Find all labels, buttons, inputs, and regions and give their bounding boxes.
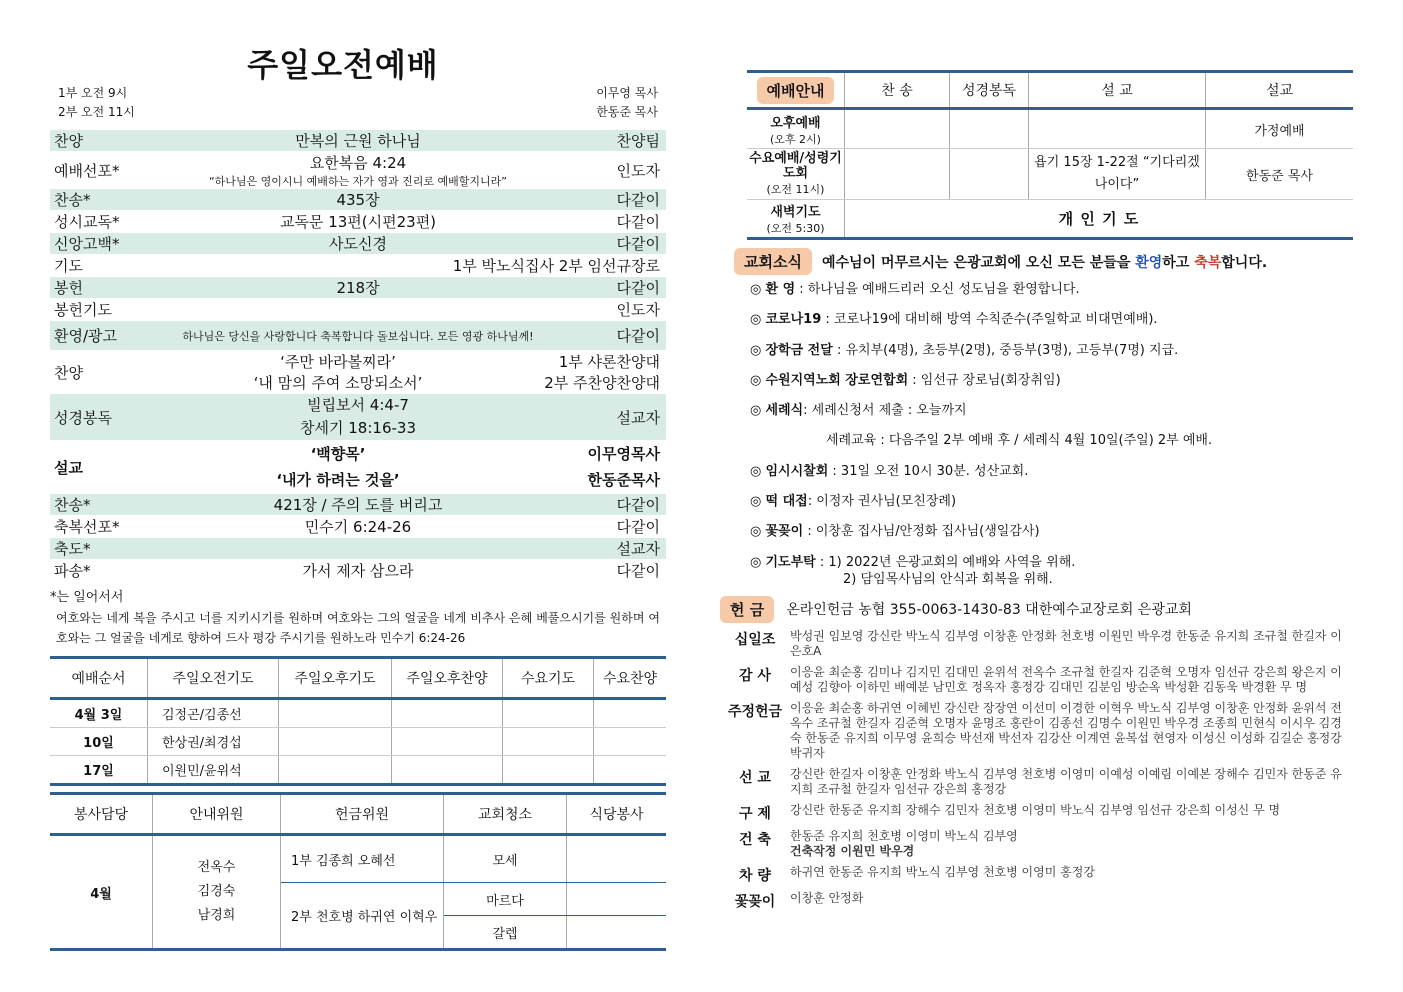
order-leader: 다같이 xyxy=(616,235,660,253)
left-column xyxy=(50,40,666,951)
order-row xyxy=(50,189,666,211)
order-label: 찬송* xyxy=(54,191,91,209)
offering-list xyxy=(720,629,1353,911)
offering-names: 하귀연 한동준 유지희 박노식 김부영 천호병 이영미 홍정강 xyxy=(790,864,1095,879)
table-row xyxy=(747,149,1353,200)
offering-pledge: 건축작정 이원민 박우경 xyxy=(790,843,915,858)
worship-time: (오전 11시) xyxy=(766,183,825,196)
offering-team-2: 2부 천호병 하귀연 이혁우 xyxy=(281,883,444,950)
cleaning-team: 마르다 xyxy=(444,883,567,916)
offering-type: 십일조 xyxy=(734,631,776,648)
order-content xyxy=(160,152,556,189)
offering-type: 감 사 xyxy=(739,667,771,684)
order-leader: 다같이 xyxy=(616,191,660,209)
headline-part: 예수님이 머무르시는 은광교회에 오신 모든 분들을 xyxy=(821,254,1136,271)
offering-names: 이응윤 최순홍 하귀연 이혜빈 강신란 장장연 이선미 이경한 이혁우 박노식 김부영 이창훈 안정화 윤위석 전옥수 조규철 한길자 김준혁 오명자 윤명조 홍란이 김종선 김명수 이원민 박우경 조종희 민현식 이시우 김경숙 한동준 유지희 이무영 윤희승 박선재 박선자 김강산 이계연 윤복섭 현영자 이성신 이성화 김길순 홍정강 박귀자 xyxy=(790,700,1342,760)
order-label: 찬양 xyxy=(54,363,83,382)
offering-row xyxy=(720,665,1353,695)
news-text: : 하나님을 예배드리러 오신 성도님을 환영합니다. xyxy=(799,282,1080,297)
news-item-sub: 세례교육 : 다음주일 2부 예배 후 / 세례식 4월 10일(주일) 2부 예배. xyxy=(826,433,1213,449)
order-label: 기도 xyxy=(54,257,83,275)
table-cell xyxy=(594,756,667,785)
right-column xyxy=(720,70,1353,917)
table-header: 수요찬양 xyxy=(594,658,667,699)
news-item: ◎ 임시시찰회 : 31일 오전 10시 30분. 성산교회. xyxy=(750,463,1029,479)
guides-cell xyxy=(153,835,281,950)
worship-guide-table xyxy=(747,70,1353,240)
table-cell xyxy=(503,756,594,785)
cleaning-team: 모세 xyxy=(444,835,567,883)
table-cell: 김정곤/김종선 xyxy=(148,699,279,728)
order-label: 설교 xyxy=(54,458,83,477)
order-label: 파송* xyxy=(54,562,91,580)
headline-welcome: 환영 xyxy=(1135,254,1163,271)
table-cell xyxy=(503,728,594,756)
order-leader: 다같이 xyxy=(616,279,660,297)
time-first: 1부 오전 9시 xyxy=(58,86,128,100)
order-row xyxy=(50,130,666,152)
order-label: 축도* xyxy=(54,540,91,558)
offering-type: 선 교 xyxy=(739,769,771,786)
benediction-verse: 여호와는 네게 복을 주시고 너를 지키시기를 원하며 여호와는 그의 얼굴을 네게 비추사 은혜 베풀으시기를 원하며 여호와는 그 얼굴을 네게로 향하여 드사 평강 주시기를 원하노라 민수기 6:24-26 xyxy=(56,611,660,645)
order-label: 축복선포* xyxy=(54,518,120,536)
order-label: 봉헌 xyxy=(54,279,83,297)
table-cell xyxy=(279,728,392,756)
news-key: 코로나19 xyxy=(765,312,822,328)
order-leader: 설교자 xyxy=(616,408,660,427)
order-content: 421장 / 주의 도를 버리고 xyxy=(273,496,443,514)
order-content: 218장 xyxy=(336,279,380,297)
order-row xyxy=(50,152,666,189)
worship-time: (오후 2시) xyxy=(770,132,821,146)
news-item-sub: 2) 담임목사님의 안식과 회복을 위해. xyxy=(843,571,1053,587)
news-item: ◎ 꽃꽂이 : 이창훈 집사님/안정화 집사님(생일감사) xyxy=(750,524,1040,540)
order-leader: 1부 박노식집사 2부 임선규장로 xyxy=(452,257,660,275)
pastor-second: 한동준 목사 xyxy=(596,105,658,119)
table-cell xyxy=(845,109,950,149)
praise-song-1: ‘주만 바라볼찌라’ xyxy=(280,353,396,371)
choir-1: 1부 샤론찬양대 xyxy=(558,353,660,371)
news-header xyxy=(734,248,1353,275)
offering-type: 주정헌금 xyxy=(727,703,783,720)
page-title: 주일오전예배 xyxy=(247,46,439,84)
order-of-service xyxy=(50,130,666,582)
headline-part: 합니다. xyxy=(1221,254,1268,271)
table-cell: 개 인 기 도 xyxy=(845,200,1354,239)
table-cell: 욥기 15장 1-22절 “기다리겠나이다” xyxy=(1029,149,1206,200)
offering-row xyxy=(720,629,1353,659)
offering-names: 이응윤 최순홍 김미나 김지민 김대민 윤위석 전옥수 조규철 한길자 김준혁 오명자 임선규 강은희 왕은지 이예성 김향아 이하민 배예분 남민호 정옥자 홍정강 김대민 김분임 방순옥 박성환 김동욱 박경환 무 명 xyxy=(790,664,1342,694)
offering-account: 온라인헌금 농협 355-0063-1430-83 대한예수교장로회 은광교회 xyxy=(786,602,1192,619)
order-content: 가서 제자 삼으라 xyxy=(302,562,414,580)
order-leader: 인도자 xyxy=(616,301,660,319)
offering-row xyxy=(720,701,1353,761)
table-row xyxy=(50,728,666,756)
order-leader: 다같이 xyxy=(616,518,660,536)
headline-part: 하고 xyxy=(1162,254,1195,271)
order-leader: 다같이 xyxy=(616,562,660,580)
table-cell: 한상권/최경섭 xyxy=(148,728,279,756)
news-text: : 이창훈 집사님/안정화 집사님(생일감사) xyxy=(807,524,1040,540)
offering-names: 박성권 임보영 강신란 박노식 김부영 이창훈 안정화 천호병 이원민 박우경 한동준 유지희 조규철 한길자 이은호A xyxy=(790,628,1342,658)
table-header: 봉사담당 xyxy=(50,794,153,835)
news-key: 임시시찰회 xyxy=(765,463,829,479)
reading-1: 빌립보서 4:4-7 xyxy=(307,396,409,414)
service-duty-table xyxy=(50,792,666,951)
news-key: 환 영 xyxy=(765,282,796,297)
guide-name: 전옥수 xyxy=(197,860,236,875)
offering-type: 차 량 xyxy=(739,867,771,884)
order-content: 교독문 13편(시편23편) xyxy=(279,213,437,231)
kitchen-cell xyxy=(567,916,667,950)
order-row xyxy=(50,321,666,351)
offering-team-1: 1부 김종희 오혜선 xyxy=(281,835,444,883)
table-cell: 가정예배 xyxy=(1206,109,1354,149)
table-header: 안내위원 xyxy=(153,794,281,835)
table-cell: 17일 xyxy=(50,756,148,785)
prayer-schedule-table xyxy=(50,656,666,786)
news-badge: 교회소식 xyxy=(734,248,812,275)
order-leader: 설교자 xyxy=(616,540,660,558)
sermon-title-1: ‘백향목’ xyxy=(310,445,366,463)
table-header: 수요기도 xyxy=(503,658,594,699)
order-scripture-quote: “하나님은 영이시니 예배하는 자가 영과 진리로 예배할지니라” xyxy=(208,175,508,188)
table-cell xyxy=(950,109,1029,149)
table-cell: 4월 3일 xyxy=(50,699,148,728)
table-cell: 10일 xyxy=(50,728,148,756)
offering-type: 꽃꽂이 xyxy=(734,893,776,910)
order-row xyxy=(50,211,666,233)
news-headline xyxy=(822,252,1267,272)
order-content: 만복의 근원 하나님 xyxy=(295,132,421,150)
table-header: 설교 xyxy=(1206,72,1354,109)
table-row xyxy=(747,109,1353,149)
table-header: 예배순서 xyxy=(50,658,148,699)
table-cell xyxy=(503,699,594,728)
order-label: 신앙고백* xyxy=(54,235,120,253)
order-label: 성시교독* xyxy=(54,213,120,231)
standing-note: *는 일어서서 xyxy=(50,590,124,605)
news-text: : 코로나19에 대비해 방역 수칙준수(주일학교 비대면예배). xyxy=(825,312,1158,328)
table-cell xyxy=(1029,109,1206,149)
order-content: 사도신경 xyxy=(329,235,387,253)
table-cell xyxy=(392,699,503,728)
order-row xyxy=(50,233,666,255)
pastor-first: 이무영 목사 xyxy=(596,86,658,100)
order-content: 민수기 6:24-26 xyxy=(304,518,412,536)
offering-row xyxy=(720,891,1353,911)
choir-2: 2부 주찬양찬양대 xyxy=(544,374,660,392)
news-key: 기도부탁 xyxy=(765,554,816,570)
order-leader: 찬양팀 xyxy=(616,132,660,150)
order-content: 435장 xyxy=(336,191,380,209)
table-header: 주일오후기도 xyxy=(279,658,392,699)
table-row xyxy=(747,200,1353,239)
order-label: 봉헌기도 xyxy=(54,301,112,319)
table-cell xyxy=(950,149,1029,200)
news-key: 꽃꽂이 xyxy=(765,524,804,540)
news-item: ◎ 환 영 : 하나님을 예배드리러 오신 성도님을 환영합니다. xyxy=(750,282,1080,297)
news-key: 장학금 전달 xyxy=(765,342,833,358)
news-key: 떡 대접 xyxy=(765,494,808,510)
table-header: 성경봉독 xyxy=(950,72,1029,109)
worship-name: 새벽기도 xyxy=(770,205,821,220)
offering-names: 강신란 한동준 유지희 장해수 김민자 천호병 이영미 박노식 김부영 임선규 강은희 이성신 무 명 xyxy=(790,802,1281,817)
kitchen-cell xyxy=(567,883,667,916)
order-row xyxy=(50,255,666,277)
order-leader: 인도자 xyxy=(616,162,660,180)
table-cell xyxy=(392,756,503,785)
news-item: ◎ 세례식: 세례신청서 제출 : 오늘까지 xyxy=(750,403,967,419)
preacher-1: 이무영목사 xyxy=(587,445,660,463)
order-row xyxy=(50,538,666,560)
offering-names: 이창훈 안정화 xyxy=(790,890,864,905)
offering-names: 강신란 한길자 이창훈 안정화 박노식 김부영 천호병 이영미 이예성 이예림 이예본 장해수 김민자 한동준 유지희 조규철 한길자 임선규 강은희 홍정강 xyxy=(790,766,1342,796)
order-row-sermon xyxy=(50,441,666,494)
table-cell xyxy=(279,699,392,728)
table-row xyxy=(50,756,666,785)
table-header: 주일오전기도 xyxy=(148,658,279,699)
table-cell xyxy=(279,756,392,785)
order-row xyxy=(50,299,666,321)
table-header: 헌금위원 xyxy=(281,794,444,835)
table-cell: 한동준 목사 xyxy=(1206,149,1354,200)
table-cell xyxy=(594,728,667,756)
order-leader: 다같이 xyxy=(616,213,660,231)
order-row xyxy=(50,516,666,538)
guide-name: 김경숙 xyxy=(197,884,236,899)
service-times xyxy=(50,84,666,122)
worship-guide-badge: 예배안내 xyxy=(757,77,835,104)
order-row-praise xyxy=(50,351,666,394)
order-row xyxy=(50,560,666,582)
news-text: : 31일 오전 10시 30분. 성산교회. xyxy=(832,463,1029,479)
order-scripture: 요한복음 4:24 xyxy=(309,154,407,172)
table-cell xyxy=(392,728,503,756)
news-item: ◎ 수원지역노회 장로연합회 : 임선규 장로님(회장취임) xyxy=(750,372,1061,388)
time-second: 2부 오전 11시 xyxy=(58,105,135,119)
news-key: 수원지역노회 장로연합회 xyxy=(765,372,909,388)
order-row-reading xyxy=(50,394,666,441)
news-list xyxy=(750,275,1353,588)
offering-row xyxy=(720,767,1353,797)
offering-row xyxy=(720,803,1353,823)
order-leader: 다같이 xyxy=(616,496,660,514)
offering-badge: 헌 금 xyxy=(720,596,774,623)
news-text: : 1) 2022년 은광교회의 예배와 사역을 위해. xyxy=(819,554,1076,570)
preacher-2: 한동준목사 xyxy=(587,471,660,489)
news-item: ◎ 기도부탁 : 1) 2022년 은광교회의 예배와 사역을 위해. xyxy=(750,554,1076,570)
order-leader: 다같이 xyxy=(616,327,660,345)
headline-bless: 축복 xyxy=(1194,254,1222,271)
cleaning-team: 갈렙 xyxy=(444,916,567,950)
table-header: 주일오후찬양 xyxy=(392,658,503,699)
order-label: 예배선포* xyxy=(54,162,120,180)
duty-month: 4월 xyxy=(50,835,153,950)
reading-2: 창세기 18:16-33 xyxy=(300,419,416,437)
table-header: 식당봉사 xyxy=(567,794,667,835)
order-label: 찬양 xyxy=(54,132,83,150)
offering-names: 한동준 유지희 천호병 이영미 박노식 김부영 xyxy=(790,828,1018,843)
worship-name: 오후예배 xyxy=(770,115,821,131)
news-item: ◎ 떡 대접: 이정자 권사님(모친장례) xyxy=(750,494,957,510)
table-header: 교회청소 xyxy=(444,794,567,835)
order-label: 찬송* xyxy=(54,496,91,514)
news-text: : 유치부(4명), 초등부(2명), 중등부(3명), 고등부(7명) 지급. xyxy=(836,342,1179,358)
guide-name: 남경희 xyxy=(197,908,236,923)
praise-song-2: ‘내 맘의 주여 소망되소서’ xyxy=(253,374,423,392)
offering-type: 건 축 xyxy=(739,831,771,848)
order-row xyxy=(50,494,666,516)
table-cell: 이원민/윤위석 xyxy=(148,756,279,785)
kitchen-cell xyxy=(567,835,667,883)
offering-row xyxy=(720,865,1353,885)
worship-name: 수요예배/성령기도회 xyxy=(749,151,842,181)
news-key: 세례식 xyxy=(765,403,804,419)
news-item: ◎ 코로나19 : 코로나19에 대비해 방역 수칙준수(주일학교 비대면예배). xyxy=(750,312,1158,328)
offering-header xyxy=(720,596,1353,623)
order-row xyxy=(50,277,666,299)
offering-type: 구 제 xyxy=(739,805,771,822)
worship-time: (오전 5:30) xyxy=(766,222,825,235)
offering-row xyxy=(720,829,1353,859)
table-row xyxy=(50,699,666,728)
table-cell xyxy=(594,699,667,728)
order-label: 성경봉독 xyxy=(54,408,112,427)
news-text: : 이정자 권사님(모친장례) xyxy=(807,494,957,510)
order-label: 환영/광고 xyxy=(54,327,118,345)
table-header: 설 교 xyxy=(1029,72,1206,109)
table-header: 찬 송 xyxy=(845,72,950,109)
order-content: 하나님은 당신을 사랑합니다 축복합니다 돌보십니다. 모든 영광 하나님께! xyxy=(182,329,534,343)
sermon-title-2: ‘내가 하려는 것을’ xyxy=(276,471,400,489)
news-text: : 세례신청서 제출 : 오늘까지 xyxy=(803,403,967,419)
news-item: ◎ 장학금 전달 : 유치부(4명), 초등부(2명), 중등부(3명), 고등부(7명) 지급. xyxy=(750,342,1179,358)
news-text: : 임선규 장로님(회장취임) xyxy=(912,372,1061,388)
table-cell xyxy=(845,149,950,200)
